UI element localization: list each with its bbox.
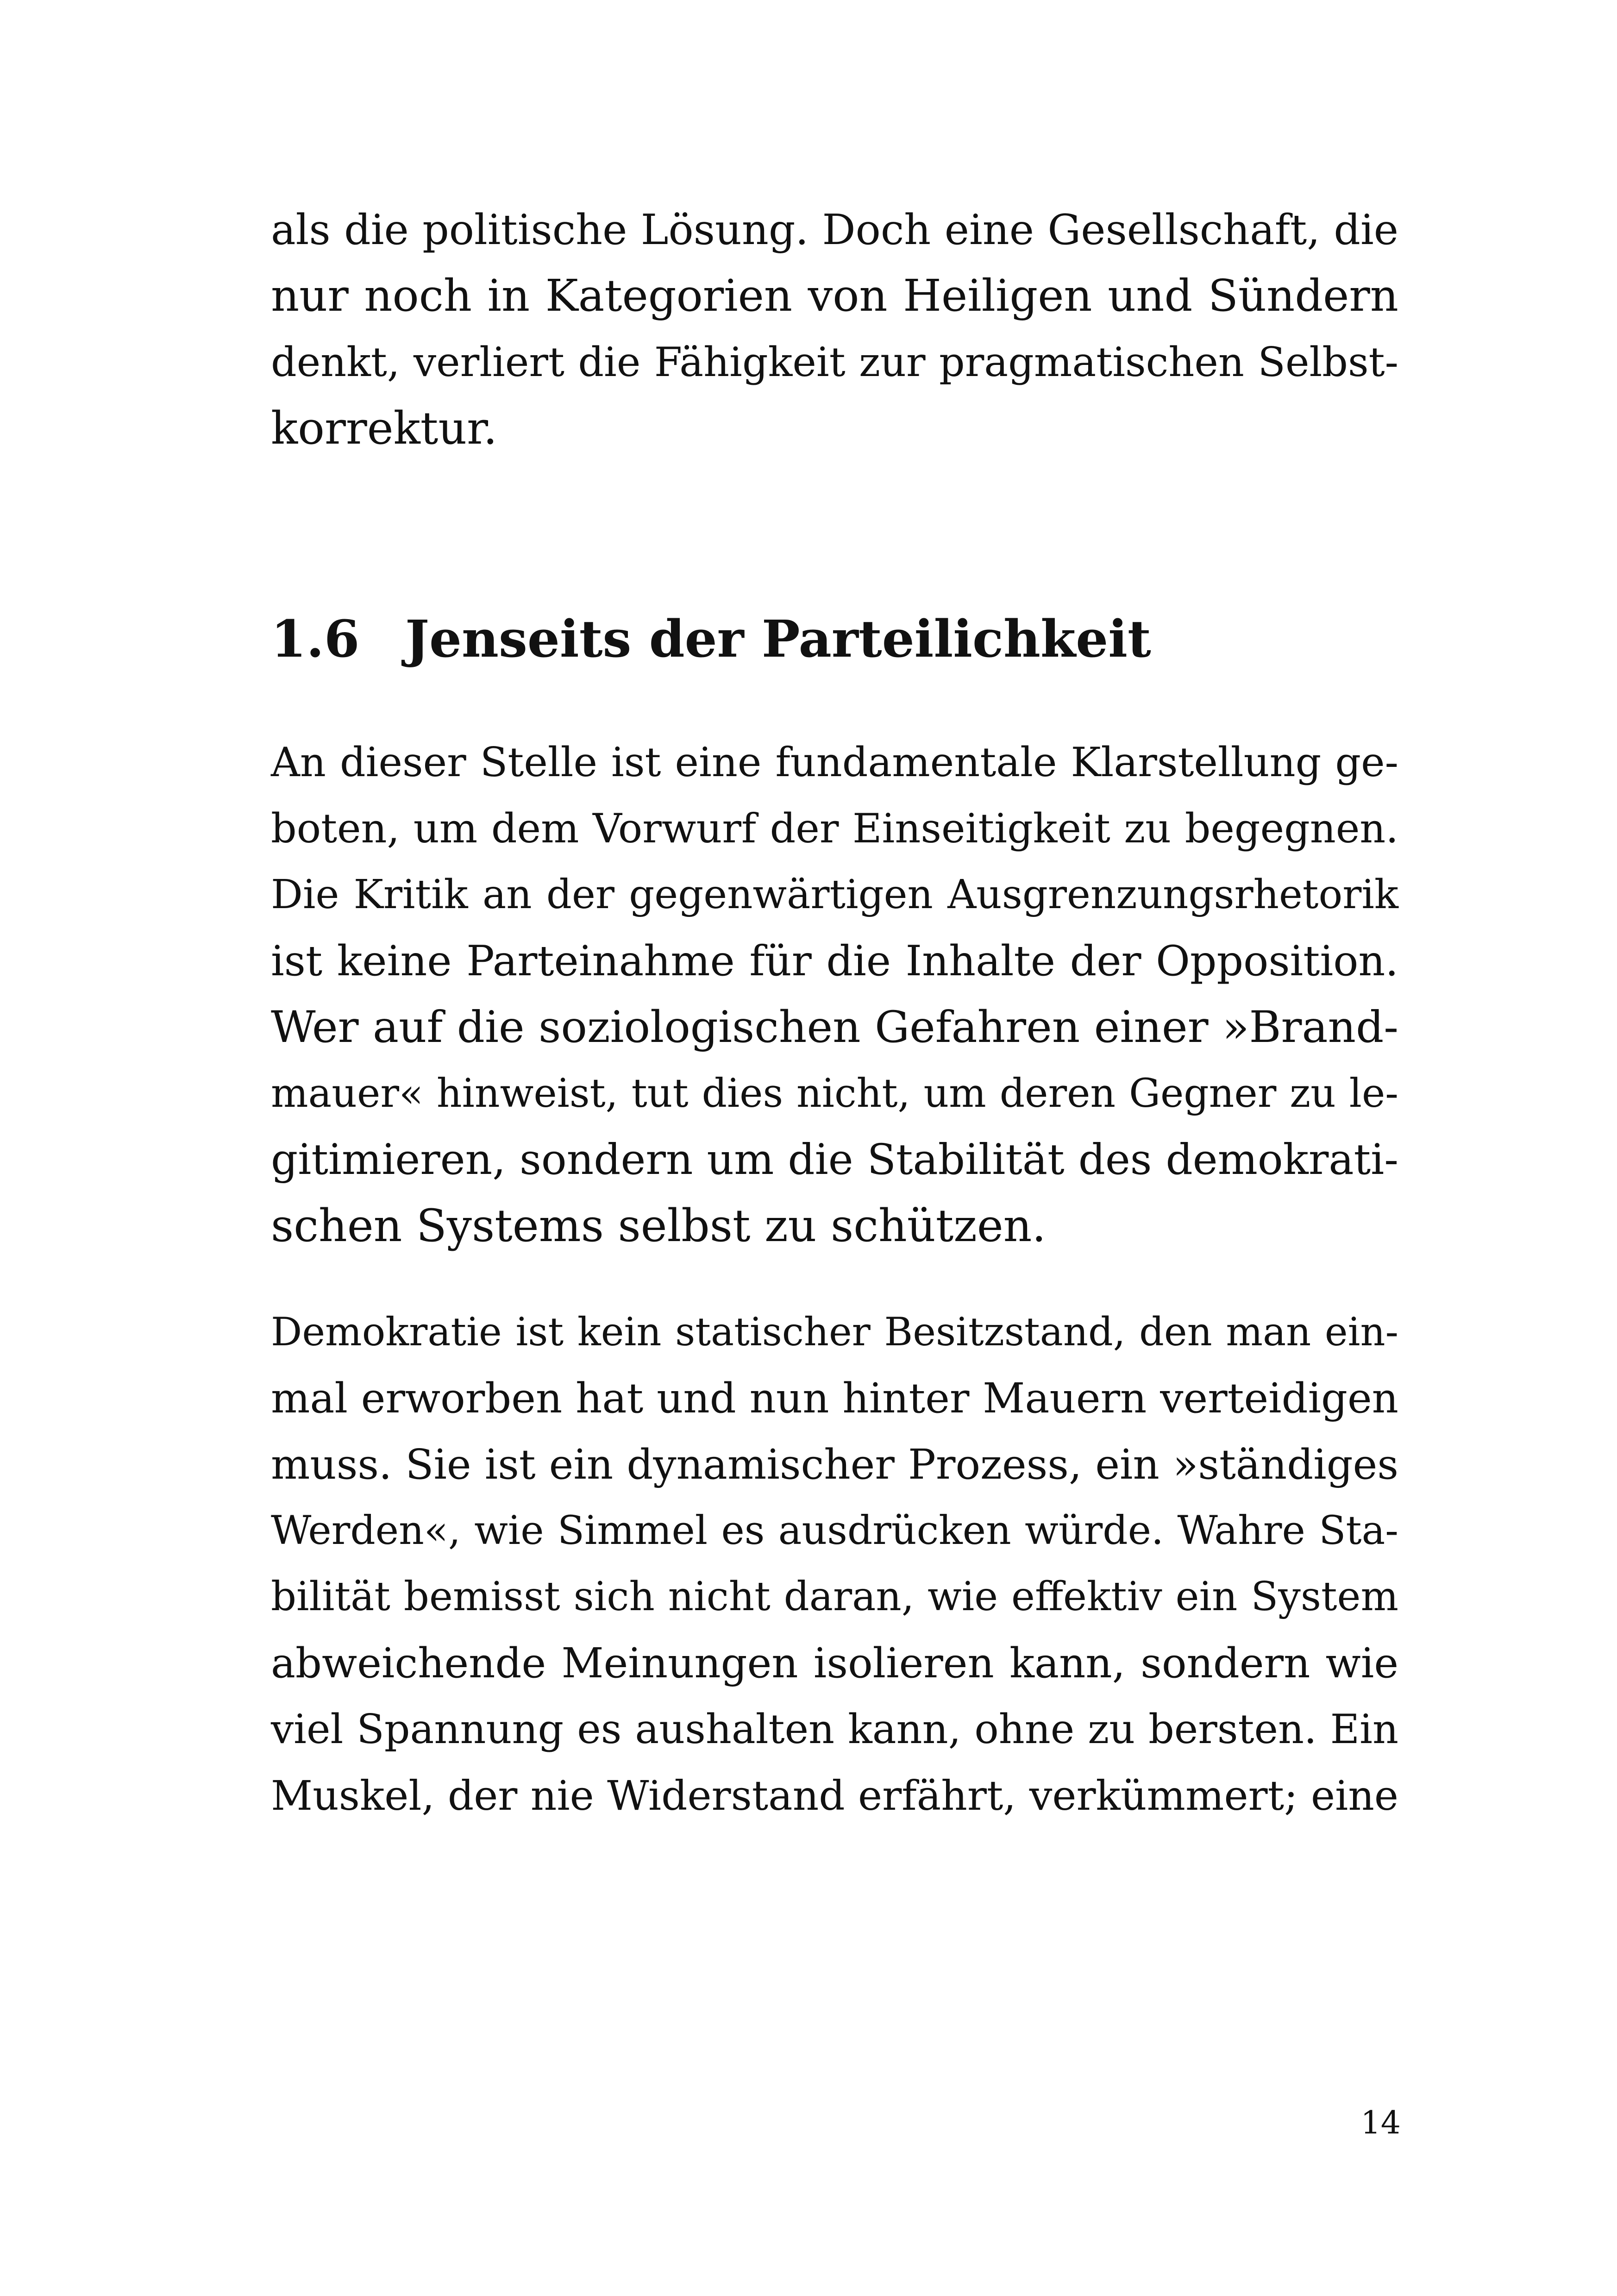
text-line: denkt, verliert die Fähigkeit zur pragmatischen Selbst- <box>271 339 1398 386</box>
paragraph-continuation <box>271 197 1398 462</box>
text-line: bilität bemisst sich nicht daran, wie effektiv ein System <box>271 1574 1398 1620</box>
section-heading <box>271 602 1398 676</box>
text-line: muss. Sie ist ein dynamischer Prozess, ein »ständiges <box>271 1440 1398 1488</box>
text-line: ist keine Parteinahme für die Inhalte der Opposition. <box>271 937 1398 985</box>
text-line: Wer auf die soziologischen Gefahren einer »Brand- <box>271 1002 1398 1053</box>
text-line: nur noch in Kategorien von Heiligen und Sündern <box>271 270 1398 321</box>
text-line: als die politische Lösung. Doch eine Gesellschaft, die <box>271 206 1398 254</box>
text-line: Die Kritik an der gegenwärtigen Ausgrenzungsrhetorik <box>271 872 1398 918</box>
text-line: An dieser Stelle ist eine fundamentale Klarstellung ge- <box>271 739 1398 786</box>
text-line: Muskel, der nie Widerstand erfährt, verkümmert; eine <box>271 1772 1398 1819</box>
text-line: boten, um dem Vorwurf der Einseitigkeit zu begegnen. <box>271 805 1398 852</box>
page-number: 14 <box>1360 2105 1401 2141</box>
text-line: korrektur. <box>271 402 497 454</box>
text-line: schen Systems selbst zu schützen. <box>271 1200 1046 1252</box>
paragraph <box>271 1299 1398 1829</box>
text-line: viel Spannung es aushalten kann, ohne zu bersten. Ein <box>271 1706 1398 1753</box>
text-line: abweichende Meinungen isolieren kann, sondern wie <box>271 1639 1398 1687</box>
section-number: 1.6 <box>271 609 360 669</box>
text-line: Demokratie ist kein statischer Besitzstand, den man ein- <box>271 1309 1398 1355</box>
section-title: Jenseits der Parteilichkeit <box>405 609 1151 669</box>
text-line: mal erworben hat und nun hinter Mauern verteidigen <box>271 1374 1398 1422</box>
text-line: gitimieren, sondern um die Stabilität des demokrati- <box>271 1135 1398 1184</box>
text-line: mauer« hinweist, tut dies nicht, um deren Gegner zu le- <box>271 1071 1398 1117</box>
paragraph <box>271 729 1398 1259</box>
text-line: Werden«, wie Simmel es ausdrücken würde. Wahre Sta- <box>271 1508 1398 1554</box>
